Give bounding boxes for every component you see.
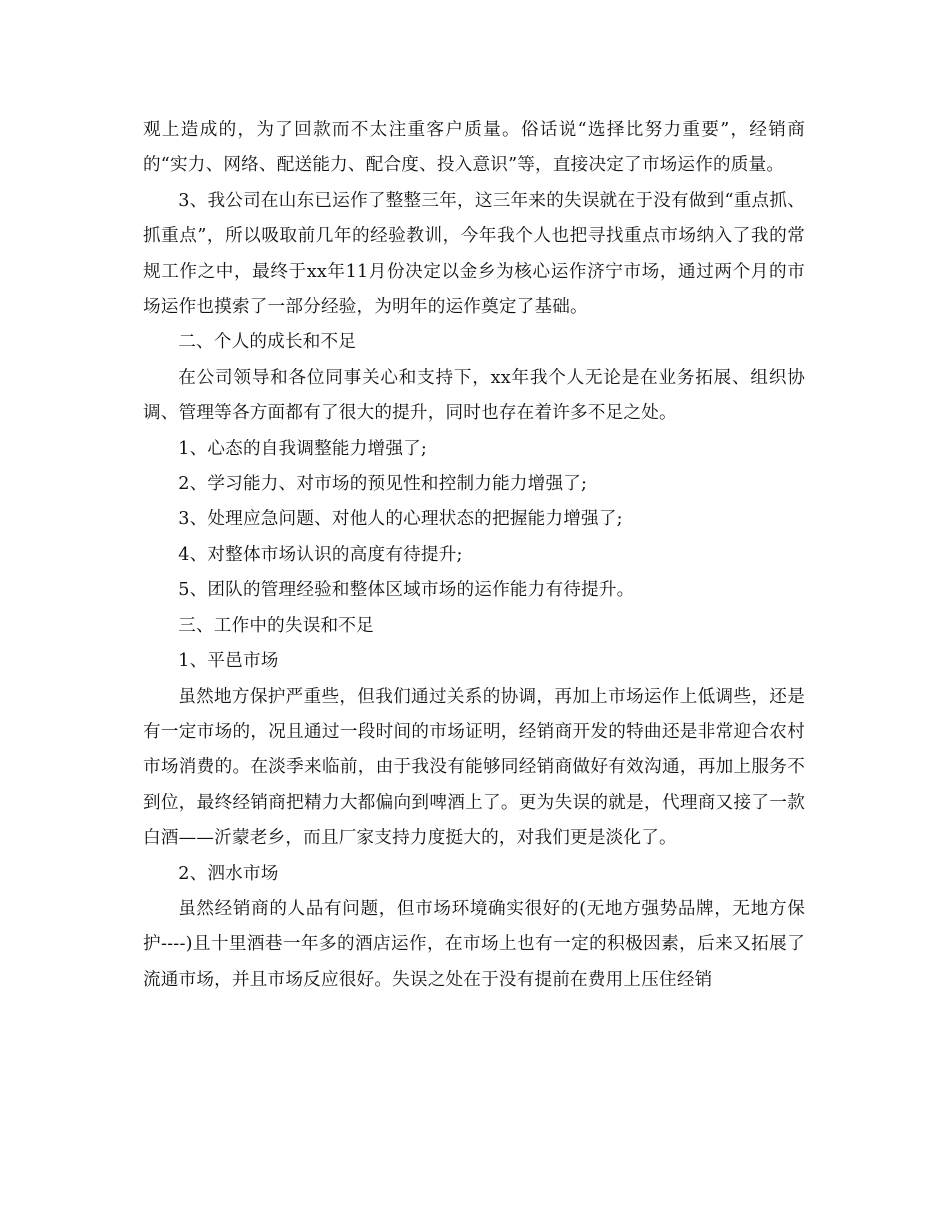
list-item-market-awareness: 4、对整体市场认识的高度有待提升; — [178, 544, 463, 565]
list-item-team-management: 5、团队的管理经验和整体区域市场的运作能力有待提升。 — [178, 580, 635, 601]
document-body — [143, 113, 805, 998]
list-item-mindset: 1、心态的自我调整能力增强了; — [178, 438, 428, 459]
list-item-learning: 2、学习能力、对市场的预见性和控制力能力增强了; — [178, 474, 588, 495]
paragraph-pingyi-market: 虽然地方保护严重些，但我们通过关系的协调，再加上市场运作上低调些，还是有一定市场的，况且通过一段时间的市场证明，经销商开发的特曲还是非常迎合农村市场消费的。在淡季来临前，由于我没有能够同经销商做好有效沟通，再加上服务不到位，最终经销商把精力大都偏向到啤酒上了。更为失误的就是，代理商又接了一款白酒——沂蒙老乡，而且厂家支持力度挺大的，对我们更是淡化了。 — [143, 686, 805, 849]
paragraph-point-3-shandong: 3、我公司在山东已运作了整整三年，这三年来的失误就在于没有做到“重点抓、抓重点”，所以吸取前几年的经验教训，今年我个人也把寻找重点市场纳入了我的常规工作之中，最终于xx年11月份决定以金乡为核心运作济宁市场，通过两个月的市场运作也摸索了一部分经验，为明年的运作奠定了基础。 — [143, 190, 805, 318]
paragraph-personal-growth-intro: 在公司领导和各位同事关心和支持下，xx年我个人无论是在业务拓展、组织协调、管理等各方面都有了很大的提升，同时也存在着许多不足之处。 — [143, 367, 805, 424]
section-heading-mistakes: 三、工作中的失误和不足 — [178, 615, 374, 636]
subheading-pingyi-market: 1、平邑市场 — [178, 651, 279, 672]
subheading-sishui-market: 2、泗水市场 — [178, 863, 279, 884]
section-heading-personal-growth: 二、个人的成长和不足 — [178, 332, 357, 353]
paragraph-continuation: 观上造成的，为了回款而不太注重客户质量。俗话说“选择比努力重要”，经销商的“实力、网络、配送能力、配合度、投入意识”等，直接决定了市场运作的质量。 — [143, 120, 805, 176]
paragraph-sishui-market: 虽然经销商的人品有问题，但市场环境确实很好的(无地方强势品牌，无地方保护----)且十里酒巷一年多的酒店运作，在市场上也有一定的积极因素，后来又拓展了流通市场，并且市场反应很好。失误之处在于没有提前在费用上压住经销 — [143, 898, 805, 990]
list-item-emergency-handling: 3、处理应急问题、对他人的心理状态的把握能力增强了; — [178, 509, 623, 530]
